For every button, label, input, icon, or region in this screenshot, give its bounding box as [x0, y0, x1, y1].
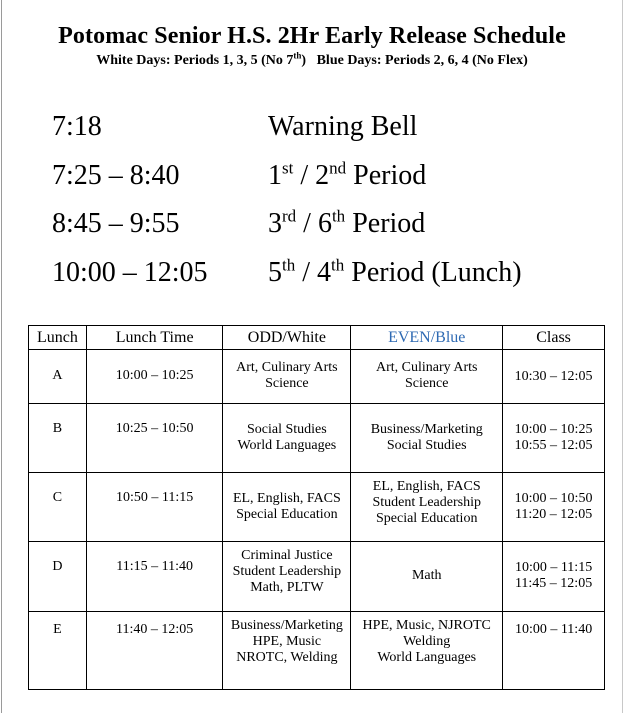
schedule-event: 5th / 4th Period (Lunch) [268, 255, 522, 288]
subtitle-blue-days: Blue Days: Periods 2, 6, 4 (No Flex) [316, 53, 528, 68]
cell-line: 10:00 – 10:25 [115, 368, 194, 383]
cell-line: EL, English, FACS [372, 479, 481, 494]
cell-lunch [29, 542, 87, 612]
cell-class [503, 350, 605, 404]
cell-lunch [29, 612, 87, 690]
cell-line: 10:00 – 10:50 [514, 491, 593, 506]
table-row [29, 350, 605, 404]
table-row [29, 404, 605, 473]
cell-line: A [52, 368, 63, 383]
cell-line: 10:00 – 11:15 [514, 560, 593, 575]
cell-line: 10:00 – 11:40 [514, 622, 593, 637]
cell-line: Welding [403, 634, 451, 649]
cell-line: EL, English, FACS [232, 491, 341, 506]
cell-even-blue [351, 612, 503, 690]
cell-line: Special Education [236, 507, 338, 522]
cell-line: 10:50 – 11:15 [116, 490, 194, 505]
cell-class [503, 542, 605, 612]
schedule-event: 3rd / 6th Period [268, 206, 426, 239]
ordinal-suffix: rd [282, 206, 297, 226]
schedule-time: 8:45 – 9:55 [52, 208, 180, 239]
cell-line: Social Studies [247, 422, 327, 437]
cell-line: Social Studies [386, 438, 467, 453]
cell-odd-white [223, 542, 351, 612]
ordinal-suffix: st [282, 158, 294, 178]
cell-lunch-time [86, 612, 223, 690]
cell-line: Special Education [375, 511, 478, 526]
cell-line: 11:20 – 12:05 [514, 507, 593, 522]
table-row [29, 612, 605, 690]
schedule-event: Warning Bell [268, 111, 418, 142]
ordinal-suffix: th [282, 255, 296, 275]
cell-lunch [29, 350, 87, 404]
cell-line: Criminal Justice [241, 548, 333, 563]
cell-line: Art, Culinary Arts [375, 360, 478, 375]
cell-line: Business/Marketing [370, 422, 483, 437]
cell-line: World Languages [377, 650, 477, 665]
cell-line: 11:15 – 11:40 [116, 559, 194, 574]
cell-even-blue [351, 350, 503, 404]
page-subtitle [0, 52, 624, 70]
cell-line: HPE, Music, NJROTC [362, 618, 491, 633]
cell-line: D [52, 559, 63, 574]
cell-line: Student Leadership [232, 564, 342, 579]
cell-line: 10:00 – 10:25 [514, 422, 593, 437]
schedule-event: 1st / 2nd Period [268, 158, 427, 191]
cell-line: C [52, 490, 63, 505]
cell-even-blue [351, 542, 503, 612]
col-header-lunch: Lunch [29, 326, 87, 350]
cell-lunch-time [86, 350, 223, 404]
cell-line: Business/Marketing [230, 618, 343, 633]
col-header-odd-white: ODD/White [223, 326, 351, 350]
cell-line: B [52, 421, 63, 436]
table-row [29, 542, 605, 612]
cell-line: Math [411, 568, 442, 583]
cell-line: 11:45 – 12:05 [514, 576, 593, 591]
lunch-table [28, 325, 605, 690]
schedule-time: 7:25 – 8:40 [52, 160, 180, 191]
ordinal-suffix: nd [329, 158, 347, 178]
ordinal-suffix: th [331, 255, 345, 275]
cell-odd-white [223, 473, 351, 542]
cell-line: HPE, Music [252, 634, 322, 649]
subtitle-white-days: White Days: Periods 1, 3, 5 (No 7th) [96, 50, 307, 68]
cell-line: 10:55 – 12:05 [514, 438, 593, 453]
cell-odd-white [223, 404, 351, 473]
cell-odd-white [223, 612, 351, 690]
cell-lunch-time [86, 473, 223, 542]
cell-even-blue [351, 404, 503, 473]
ordinal-suffix: th [331, 206, 346, 226]
cell-line: Math, PLTW [250, 580, 324, 595]
schedule-time: 10:00 – 12:05 [52, 257, 208, 288]
cell-class [503, 612, 605, 690]
col-header-class: Class [503, 326, 605, 350]
cell-lunch-time [86, 404, 223, 473]
lunch-table-header [29, 326, 605, 350]
cell-lunch-time [86, 542, 223, 612]
col-header-even-blue: EVEN/Blue [351, 326, 503, 350]
cell-line: World Languages [237, 438, 337, 453]
cell-line: Student Leadership [372, 495, 481, 510]
cell-line: Science [404, 376, 449, 391]
table-row [29, 473, 605, 542]
cell-class [503, 473, 605, 542]
cell-line: 10:25 – 10:50 [115, 421, 194, 436]
schedule-time: 7:18 [52, 111, 102, 142]
cell-line: 11:40 – 12:05 [116, 622, 194, 637]
cell-even-blue [351, 473, 503, 542]
cell-line: NROTC, Welding [236, 650, 338, 665]
cell-lunch [29, 473, 87, 542]
cell-class [503, 404, 605, 473]
col-header-lunch-time: Lunch Time [86, 326, 223, 350]
cell-line: Science [265, 376, 309, 391]
cell-line: 10:30 – 12:05 [514, 369, 593, 384]
cell-line: Art, Culinary Arts [236, 360, 338, 375]
cell-line: E [53, 622, 62, 637]
page-title: Potomac Senior H.S. 2Hr Early Release Schedule [58, 23, 566, 49]
page-border-right [622, 0, 623, 713]
page-border-left [1, 0, 2, 713]
cell-lunch [29, 404, 87, 473]
cell-odd-white [223, 350, 351, 404]
